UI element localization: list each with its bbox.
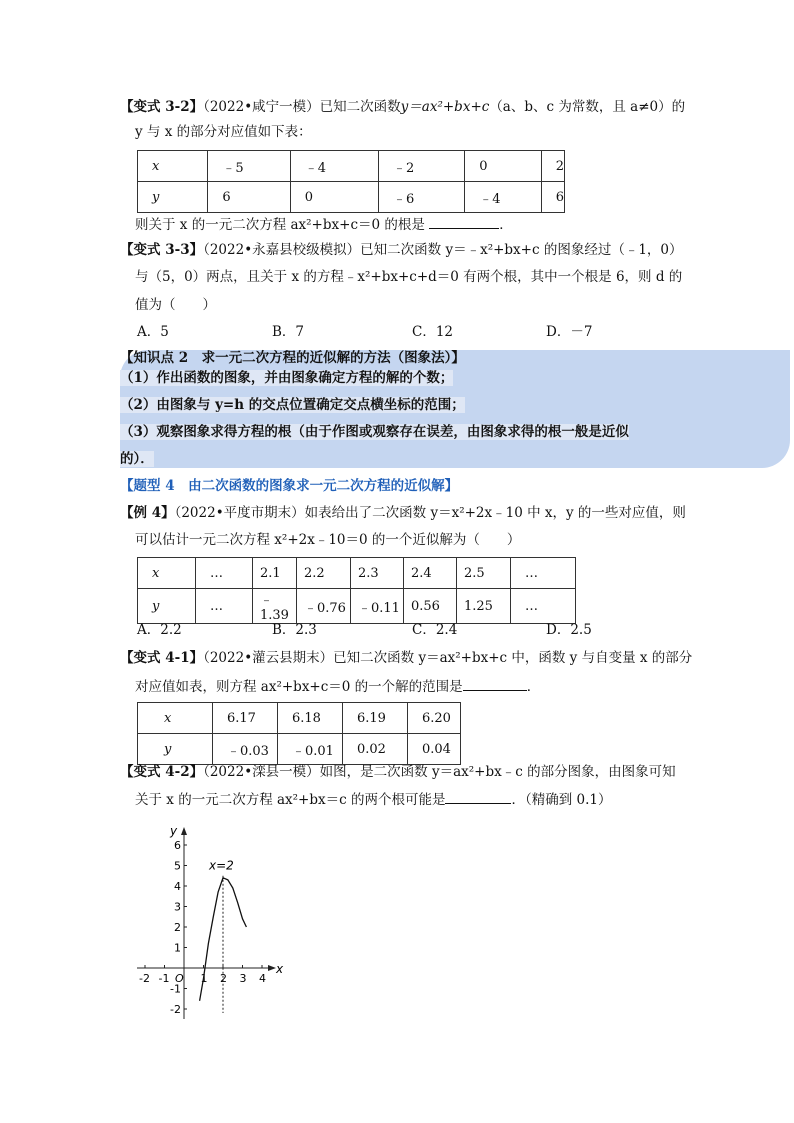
v32-question-line xyxy=(135,214,513,235)
x-tick-label: -1 xyxy=(158,972,170,985)
table-cell: 0 xyxy=(465,151,541,182)
v32-line2: y 与 x 的部分对应值如下表： xyxy=(135,124,312,140)
v33-line2: 与（5，0）两点，且关于 x 的方程﹣x²+bx+c+d＝0 有两个根，其中一个根是 6，则 d 的 xyxy=(135,269,683,285)
table-cell: ﹣4 xyxy=(290,151,378,182)
ex4-table xyxy=(137,557,576,624)
table-row xyxy=(138,558,576,589)
v42-end: ．（精确到 0.1） xyxy=(511,792,612,808)
kp2-item-3: （3）观察图象求得方程的根（由于作图或观察存在误差，由图象求得的根一般是近似 xyxy=(120,424,629,440)
v32-prefix: 【变式 3-2】 xyxy=(120,99,204,115)
ex4-line1 xyxy=(120,503,686,523)
table-cell: 6.19 xyxy=(343,703,408,734)
table-row xyxy=(138,734,461,765)
symmetry-annotation: x=2 xyxy=(209,858,234,873)
y-tick-label: 5 xyxy=(174,859,181,873)
v41-line2 xyxy=(135,676,540,697)
v41-prefix: 【变式 4-1】 xyxy=(120,650,204,666)
table-cell: y xyxy=(138,589,196,624)
x-axis-label: x xyxy=(276,962,284,976)
v33-option-d: D．－7 xyxy=(546,324,593,340)
ex4-option-c: C．2.4 xyxy=(412,622,458,638)
parabola-chart xyxy=(130,810,300,1030)
v33-line3: 值为（ ） xyxy=(135,297,216,313)
y-tick-label: -2 xyxy=(170,1003,181,1016)
table-cell: 1.25 xyxy=(457,589,511,624)
ex4-option-b: B．2.3 xyxy=(272,622,317,638)
table-row xyxy=(138,589,576,624)
table-cell: y xyxy=(138,734,213,765)
table-cell: 6 xyxy=(208,182,290,213)
y-tick-label: 3 xyxy=(174,900,181,914)
ex4-line2: 可以估计一元二次方程 x²+2x﹣10＝0 的一个近似解为（ ） xyxy=(135,532,521,548)
answer-blank xyxy=(445,789,511,804)
type4-title: 【题型 4 由二次函数的图象求一元二次方程的近似解】 xyxy=(120,478,459,494)
v33-option-b: B．7 xyxy=(272,324,305,340)
table-cell: 6.18 xyxy=(278,703,343,734)
v33-prefix: 【变式 3-3】 xyxy=(120,242,204,258)
kp2-title: 【知识点 2 求一元二次方程的近似解的方法（图象法）】 xyxy=(120,350,465,366)
v42-line2-text: 关于 x 的一元二次方程 ax²+bx＝c 的两个根可能是 xyxy=(135,792,446,808)
kp2-item-2: （2）由图象与 y=h 的交点位置确定交点横坐标的范围； xyxy=(120,397,465,413)
ex4-line1-text: （2022•平度市期末）如表给出了二次函数 y＝x²+2x﹣10 中 x，y 的一些对应值，则 xyxy=(174,505,686,521)
v33-option-c: C．12 xyxy=(412,324,454,340)
table-cell: 2.2 xyxy=(297,558,351,589)
table-cell: … xyxy=(511,589,576,624)
x-tick-label: O xyxy=(175,972,184,985)
x-tick-label: 4 xyxy=(259,972,266,985)
v41-line1-text: （2022•灌云县期末）已知二次函数 y＝ax²+bx+c 中，函数 y 与自变量 x 的部分 xyxy=(203,650,693,666)
kp2-item-4: 的）． xyxy=(120,451,154,467)
table-cell: 0.04 xyxy=(408,734,461,765)
x-tick-label: -2 xyxy=(139,972,150,985)
y-tick-label: 1 xyxy=(174,941,181,955)
table-cell: x xyxy=(138,151,208,182)
v32-question: 则关于 x 的一元二次方程 ax²+bx+c＝0 的根是 xyxy=(135,217,425,233)
table-cell: y xyxy=(138,182,208,213)
v42-line1-text: （2022•滦县一模）如图，是二次函数 y＝ax²+bx﹣c 的部分图象，由图象可知 xyxy=(203,764,676,780)
table-cell: … xyxy=(196,589,253,624)
ex4-prefix: 【例 4】 xyxy=(120,505,175,521)
v41-end: ． xyxy=(526,679,541,695)
table-cell: x xyxy=(138,703,213,734)
y-tick-label: -1 xyxy=(170,982,181,996)
v41-line2-text: 对应值如表，则方程 ax²+bx+c＝0 的一个解的范围是 xyxy=(135,679,463,695)
y-tick-label: 6 xyxy=(174,839,181,852)
v32-line1-tail: （a、b、c 为常数，且 a≠0）的 xyxy=(489,99,686,115)
table-cell: ﹣5 xyxy=(208,151,290,182)
table-cell: 6 xyxy=(541,182,564,213)
answer-blank xyxy=(463,676,527,691)
table-row xyxy=(138,703,461,734)
y-axis-arrow xyxy=(181,827,187,835)
x-axis-arrow xyxy=(268,965,276,971)
table-cell: x xyxy=(138,558,196,589)
y-axis-label: y xyxy=(170,824,178,838)
table-cell: ﹣0.01 xyxy=(278,734,343,765)
v33-option-a: A．5 xyxy=(137,324,169,340)
v32-equation: y＝ax²+bx+c xyxy=(400,99,490,115)
v32-line1 xyxy=(120,97,685,117)
v41-line1 xyxy=(120,648,692,668)
table-cell: ﹣1.39 xyxy=(253,589,297,624)
table-cell: ﹣0.11 xyxy=(351,589,404,624)
x-tick-label: 2 xyxy=(220,972,227,985)
table-cell: 2.4 xyxy=(404,558,457,589)
table-row xyxy=(138,151,565,182)
v42-line2 xyxy=(135,789,612,810)
ex4-option-d: D．2.5 xyxy=(546,622,592,638)
table-cell: ﹣0.03 xyxy=(213,734,278,765)
v33-line1-text: （2022•永嘉县校级模拟）已知二次函数 y＝﹣x²+bx+c 的图象经过（﹣1，0） xyxy=(203,242,683,258)
table-cell: 6.17 xyxy=(213,703,278,734)
v32-line1-text: （2022•咸宁一模）已知二次函数 xyxy=(203,99,401,115)
table-cell: 2.5 xyxy=(457,558,511,589)
kp2-item-1: （1）作出函数的图象，并由图象确定方程的解的个数； xyxy=(120,370,454,386)
table-row xyxy=(138,182,565,213)
table-cell: 2.3 xyxy=(351,558,404,589)
ex4-option-a: A．2.2 xyxy=(137,622,182,638)
table-cell: 2.1 xyxy=(253,558,297,589)
table-cell: 0.56 xyxy=(404,589,457,624)
table-cell: … xyxy=(196,558,253,589)
v32-table xyxy=(137,150,565,213)
x-tick-label: 3 xyxy=(239,972,247,985)
y-tick-label: 2 xyxy=(174,921,181,934)
table-cell: ﹣2 xyxy=(379,151,465,182)
v33-line1 xyxy=(120,240,683,260)
x-tick-label: 1 xyxy=(200,972,208,985)
table-cell: ﹣0.76 xyxy=(297,589,351,624)
table-cell: 2 xyxy=(541,151,564,182)
table-cell: ﹣4 xyxy=(465,182,541,213)
answer-blank xyxy=(429,214,499,229)
table-cell: 0 xyxy=(290,182,378,213)
v32-end: ． xyxy=(499,217,513,233)
table-cell: ﹣6 xyxy=(379,182,465,213)
y-tick-label: 4 xyxy=(174,880,181,893)
table-cell: 0.02 xyxy=(343,734,408,765)
table-cell: … xyxy=(511,558,576,589)
v41-table xyxy=(137,702,461,765)
v42-line1 xyxy=(120,762,676,782)
v42-prefix: 【变式 4-2】 xyxy=(120,764,204,780)
table-cell: 6.20 xyxy=(408,703,461,734)
